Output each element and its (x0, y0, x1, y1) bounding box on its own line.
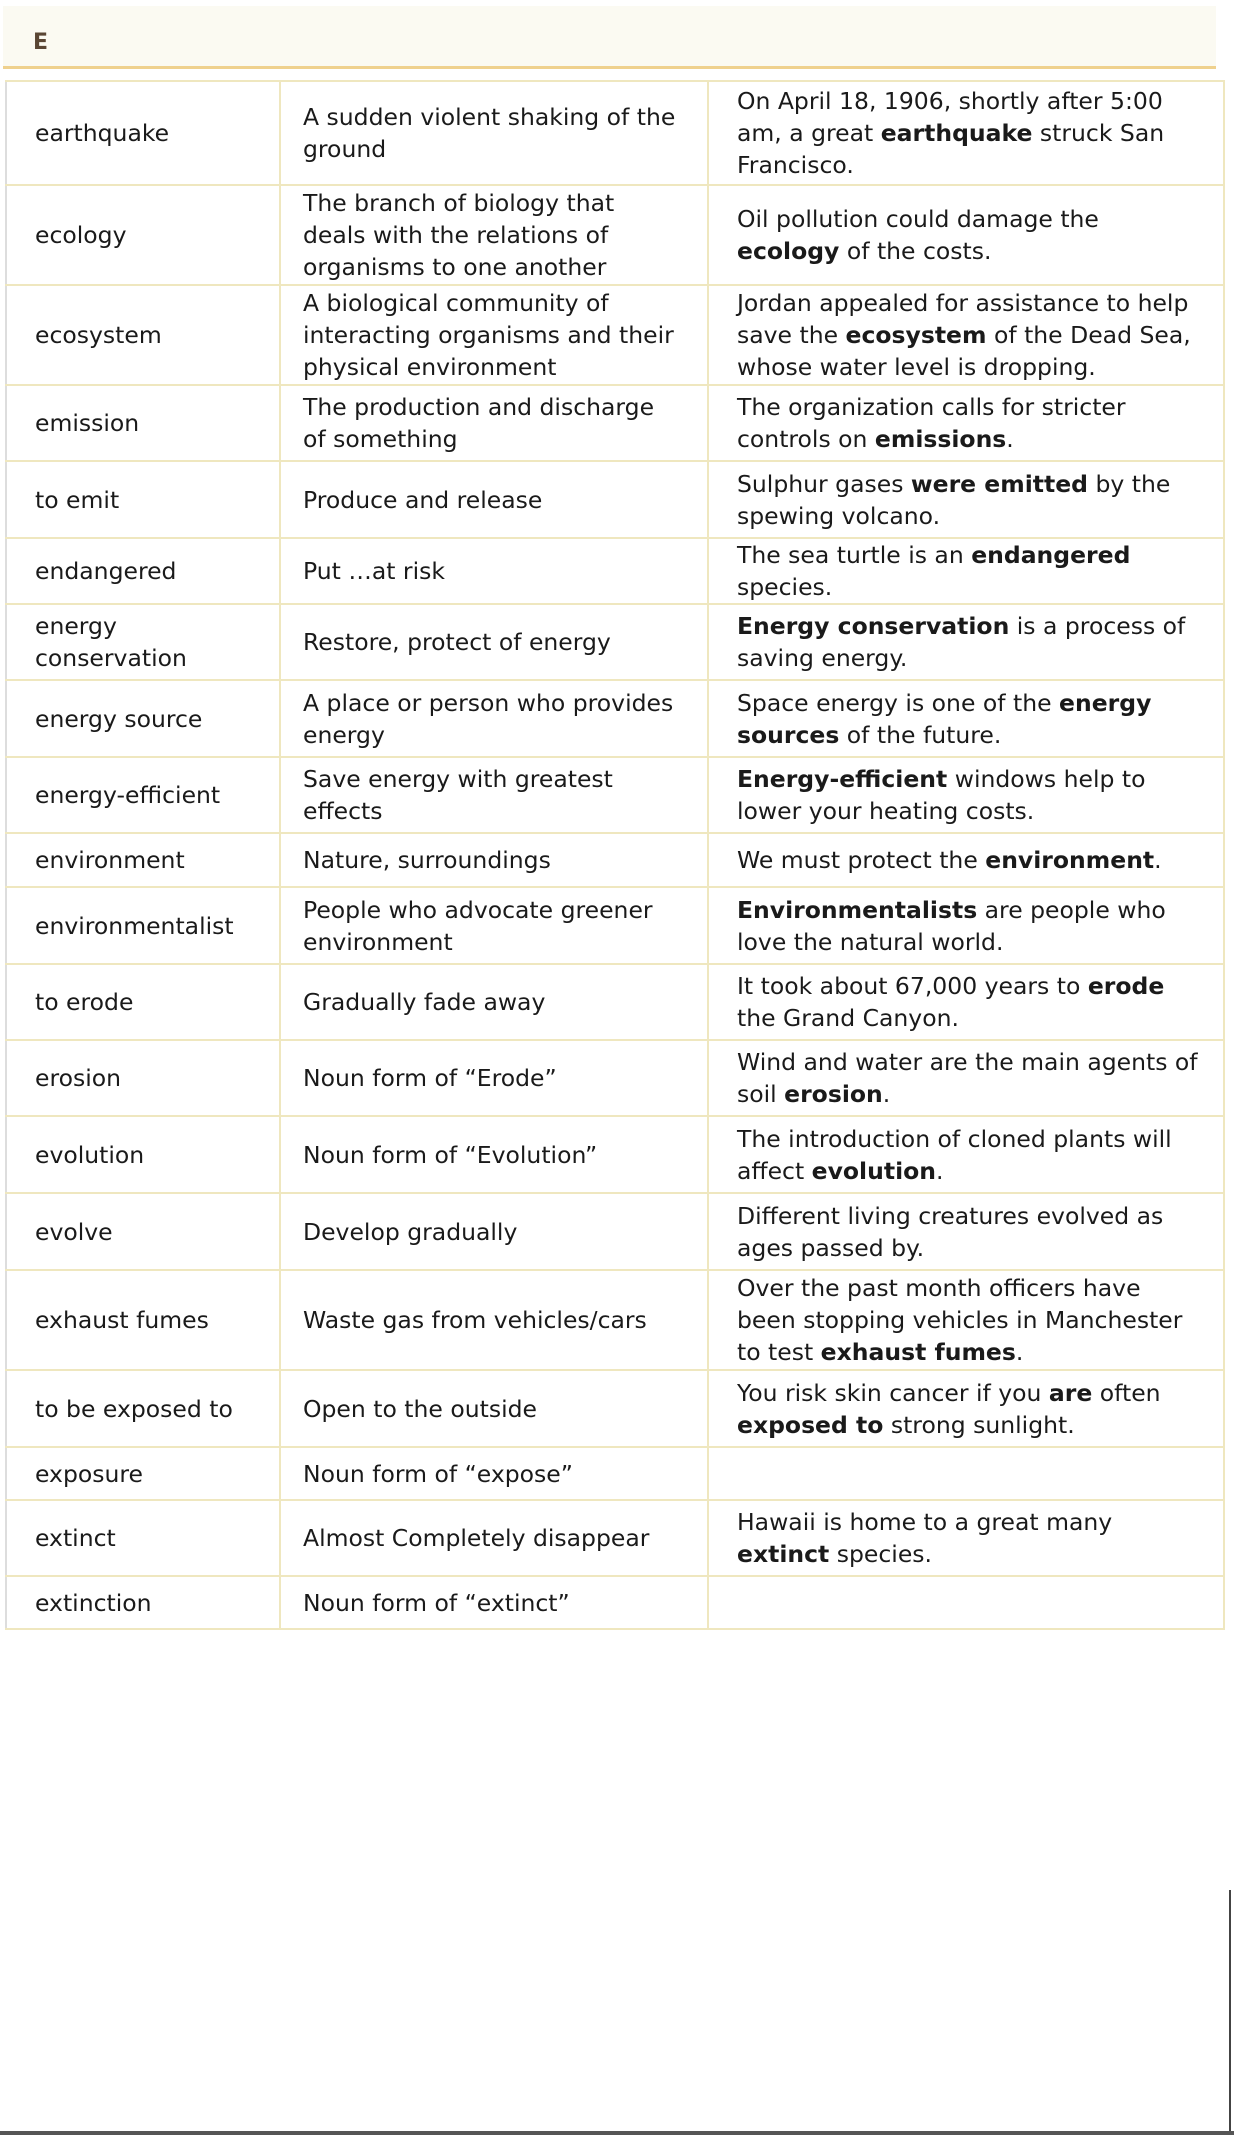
example-text: You risk skin cancer if you (737, 1378, 1049, 1407)
example-text: are people who love the natural world. (737, 895, 1166, 956)
term-cell: to be exposed to (6, 1370, 280, 1447)
example-text: Space energy is one of the (737, 688, 1060, 717)
term-cell: energy-efficient (6, 757, 280, 833)
example-text: . (1015, 1338, 1024, 1366)
definition-cell: A place or person who provides energy (280, 680, 708, 757)
example-cell (708, 1040, 1224, 1116)
example-highlight: erode (1087, 972, 1165, 1000)
definition-cell: Nature, surroundings (280, 833, 708, 887)
term-cell: energy conservation (6, 604, 280, 680)
example-text: of the costs. (839, 237, 992, 265)
table-row (6, 538, 1224, 604)
definition-cell: Restore, protect of energy (280, 604, 708, 680)
example-cell (708, 1270, 1224, 1370)
example-text: The sea turtle is an (737, 541, 972, 569)
example-cell (708, 1370, 1224, 1447)
vocabulary-table (5, 80, 1225, 1630)
example-highlight: Environmentalists (737, 895, 978, 924)
example-highlight: exhaust fumes (820, 1338, 1016, 1366)
example-cell (708, 757, 1224, 833)
term-cell: evolve (6, 1193, 280, 1270)
example-text: Wind and water are the main agents of soil (737, 1048, 1198, 1108)
example-highlight: exposed to (737, 1410, 884, 1439)
example-text: . (882, 1080, 891, 1108)
example-highlight: were emitted (910, 469, 1088, 498)
example-text: by the spewing volcano. (737, 469, 1171, 530)
term-cell: environment (6, 833, 280, 887)
example-cell (708, 538, 1224, 604)
example-text: struck San Francisco. (737, 119, 1165, 179)
example-text: of the Dead Sea, whose water level is dropping. (737, 321, 1191, 381)
term-cell: ecology (6, 185, 280, 285)
table-row (6, 185, 1224, 285)
example-cell (708, 833, 1224, 887)
example-cell (708, 964, 1224, 1040)
example-text: of the future. (839, 720, 1002, 749)
example-highlight: ecosystem (845, 321, 987, 349)
example-cell (708, 1576, 1224, 1629)
definition-cell: People who advocate greener environment (280, 887, 708, 964)
table-row (6, 1270, 1224, 1370)
example-highlight: endangered (971, 541, 1131, 569)
example-cell (708, 887, 1224, 964)
definition-cell: Open to the outside (280, 1370, 708, 1447)
example-highlight: evolution (811, 1156, 937, 1185)
example-text: Hawaii is home to a great many (737, 1508, 1113, 1536)
example-cell (708, 1193, 1224, 1270)
table-row (6, 757, 1224, 833)
example-cell (708, 285, 1224, 385)
example-text: . (1154, 846, 1162, 874)
example-text: Jordan appealed for assistance to help save the (737, 289, 1189, 349)
example-cell (708, 81, 1224, 185)
definition-cell: Develop gradually (280, 1193, 708, 1270)
table-row (6, 964, 1224, 1040)
term-cell: energy source (6, 680, 280, 757)
section-letter: E (33, 30, 49, 55)
definition-cell: Noun form of “Evolution” (280, 1116, 708, 1193)
example-text: Over the past month officers have been stopping vehicles in Manchester to test (737, 1274, 1183, 1366)
table-row (6, 1193, 1224, 1270)
definition-cell: The production and discharge of something (280, 385, 708, 461)
example-highlight: ecology (737, 237, 840, 265)
table-row (6, 1040, 1224, 1116)
example-highlight: energy sources (737, 688, 1152, 749)
example-text: Sulphur gases (737, 469, 911, 498)
table-row (6, 81, 1224, 185)
term-cell: extinct (6, 1500, 280, 1576)
vocabulary-table-body (6, 81, 1224, 1629)
example-highlight: are (1048, 1378, 1093, 1407)
page-edge (1229, 1890, 1231, 2135)
example-cell (708, 680, 1224, 757)
example-text: Oil pollution could damage the (737, 205, 1099, 233)
definition-cell: A biological community of interacting organisms and their physical environment (280, 285, 708, 385)
term-cell: erosion (6, 1040, 280, 1116)
definition-cell: A sudden violent shaking of the ground (280, 81, 708, 185)
example-highlight: extinct (737, 1540, 830, 1568)
term-cell: environmentalist (6, 887, 280, 964)
example-cell (708, 1500, 1224, 1576)
example-text: On April 18, 1906, shortly after 5:00 am, a great (737, 87, 1163, 147)
table-row (6, 1447, 1224, 1500)
definition-cell: Noun form of “expose” (280, 1447, 708, 1500)
example-highlight: Energy conservation (737, 612, 1010, 640)
example-text: . (936, 1156, 944, 1185)
definition-cell: Produce and release (280, 461, 708, 538)
definition-cell: The branch of biology that deals with the relations of organisms to one another (280, 185, 708, 285)
page-edge-bottom (0, 2131, 1234, 2135)
example-cell (708, 461, 1224, 538)
definition-cell: Put …at risk (280, 538, 708, 604)
table-row (6, 680, 1224, 757)
example-text: strong sunlight. (883, 1410, 1075, 1439)
example-highlight: earthquake (880, 119, 1033, 147)
example-text: Different living creatures evolved as ages passed by. (737, 1201, 1164, 1262)
table-row (6, 461, 1224, 538)
example-text: species. (737, 573, 833, 601)
example-cell (708, 385, 1224, 461)
term-cell: emission (6, 385, 280, 461)
term-cell: evolution (6, 1116, 280, 1193)
example-highlight: environment (985, 846, 1155, 874)
example-cell (708, 604, 1224, 680)
example-text: often (1092, 1378, 1161, 1407)
example-text: the Grand Canyon. (737, 1004, 959, 1032)
example-cell (708, 1447, 1224, 1500)
definition-cell: Noun form of “extinct” (280, 1576, 708, 1629)
example-text: is a process of saving energy. (737, 612, 1186, 672)
example-highlight: erosion (784, 1080, 883, 1108)
table-row (6, 385, 1224, 461)
table-row (6, 1576, 1224, 1629)
definition-cell: Save energy with greatest effects (280, 757, 708, 833)
term-cell: ecosystem (6, 285, 280, 385)
example-cell (708, 1116, 1224, 1193)
example-highlight: Energy-efficient (737, 765, 948, 793)
term-cell: to emit (6, 461, 280, 538)
section-header (3, 6, 1216, 69)
definition-cell: Almost Completely disappear (280, 1500, 708, 1576)
example-text: The organization calls for stricter controls on (737, 393, 1126, 453)
term-cell: endangered (6, 538, 280, 604)
table-row (6, 833, 1224, 887)
term-cell: to erode (6, 964, 280, 1040)
example-text: It took about 67,000 years to (737, 972, 1088, 1000)
term-cell: exhaust fumes (6, 1270, 280, 1370)
example-highlight: emissions (874, 425, 1007, 453)
example-text: . (1006, 425, 1014, 453)
definition-cell: Waste gas from vehicles/cars (280, 1270, 708, 1370)
example-text: We must protect the (737, 846, 986, 874)
definition-cell: Noun form of “Erode” (280, 1040, 708, 1116)
table-row (6, 1370, 1224, 1447)
table-row (6, 1500, 1224, 1576)
definition-cell: Gradually fade away (280, 964, 708, 1040)
table-row (6, 887, 1224, 964)
example-text: windows help to lower your heating costs. (737, 765, 1146, 825)
term-cell: exposure (6, 1447, 280, 1500)
term-cell: extinction (6, 1576, 280, 1629)
example-text: species. (829, 1540, 932, 1568)
example-cell (708, 185, 1224, 285)
table-row (6, 1116, 1224, 1193)
table-row (6, 604, 1224, 680)
table-row (6, 285, 1224, 385)
example-text: The introduction of cloned plants will affect (737, 1124, 1172, 1185)
term-cell: earthquake (6, 81, 280, 185)
